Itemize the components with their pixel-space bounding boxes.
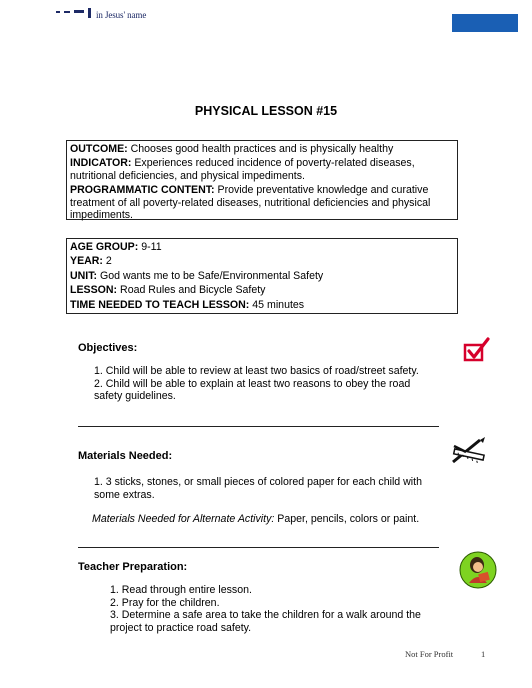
section-divider <box>78 547 439 548</box>
year-line <box>70 255 453 267</box>
unit-label: UNIT: <box>70 269 98 282</box>
objectives-list <box>94 365 429 403</box>
list-item: 1. 3 sticks, stones, or small pieces of colored paper for each child with some extras. <box>94 476 422 501</box>
indicator-text: Experiences reduced incidence of poverty-related diseases, nutritional deficiencies, and physical impediments. <box>70 157 415 182</box>
year-label: YEAR: <box>70 255 103 268</box>
list-item: 1. Read through entire lesson. <box>110 584 252 596</box>
content-label: PROGRAMMATIC CONTENT: <box>70 184 215 197</box>
outcome-label: OUTCOME: <box>70 143 128 155</box>
section-divider <box>78 426 439 427</box>
logo-tagline: in Jesus' name <box>96 10 147 20</box>
page-number: 1 <box>481 649 486 659</box>
footer-note: Not For Profit <box>405 649 454 659</box>
page-title: PHYSICAL LESSON #15 <box>194 104 338 118</box>
lesson-info-box <box>66 238 458 314</box>
alternate-materials <box>92 513 452 525</box>
indicator-line <box>70 157 453 182</box>
age-label: AGE GROUP: <box>70 241 139 253</box>
unit-value: God wants me to be Safe/Environmental Safety <box>97 269 324 282</box>
content-text: Provide preventative knowledge and curative treatment of all poverty-related diseases, nutritional deficiencies and physical impediments. <box>70 184 431 222</box>
teacher-icon <box>459 551 497 589</box>
teacher-prep-list <box>110 584 440 634</box>
year-value: 2 <box>102 255 112 268</box>
lesson-line <box>70 284 453 296</box>
list-item: 1. Child will be able to review at least two basics of road/street safety. <box>94 365 419 377</box>
indicator-label: INDICATOR: <box>70 157 132 170</box>
materials-heading: Materials Needed: <box>78 450 173 462</box>
time-value: 45 minutes <box>249 298 305 311</box>
list-item: 2. Pray for the children. <box>110 596 220 609</box>
outcome-box <box>66 140 458 220</box>
list-item: 3. Determine a safe area to take the children for a walk around the project to practice road safety. <box>110 609 421 634</box>
time-line <box>70 299 453 311</box>
unit-line <box>70 270 453 282</box>
materials-list <box>94 476 434 501</box>
pencil-ruler-icon <box>450 436 488 466</box>
teacher-prep-heading: Teacher Preparation: <box>78 561 188 573</box>
outcome-text: Chooses good health practices and is physically healthy <box>127 143 394 155</box>
lesson-value: Road Rules and Bicycle Safety <box>117 284 266 297</box>
checkbox-check-icon <box>463 337 491 363</box>
alternate-label: Materials Needed for Alternate Activity: <box>92 513 275 525</box>
logo-mark <box>56 8 92 18</box>
time-label: TIME NEEDED TO TEACH LESSON: <box>70 298 250 311</box>
age-value: 9-11 <box>138 241 162 253</box>
age-line <box>70 241 453 253</box>
objectives-heading: Objectives: <box>78 342 138 354</box>
brand-banner <box>452 14 518 32</box>
alternate-text: Paper, pencils, colors or paint. <box>274 513 420 525</box>
lesson-label: LESSON: <box>70 284 118 297</box>
content-line <box>70 184 453 221</box>
outcome-line <box>70 143 453 155</box>
list-item: 2. Child will be able to explain at least two reasons to obey the road safety guidelines. <box>94 377 411 403</box>
